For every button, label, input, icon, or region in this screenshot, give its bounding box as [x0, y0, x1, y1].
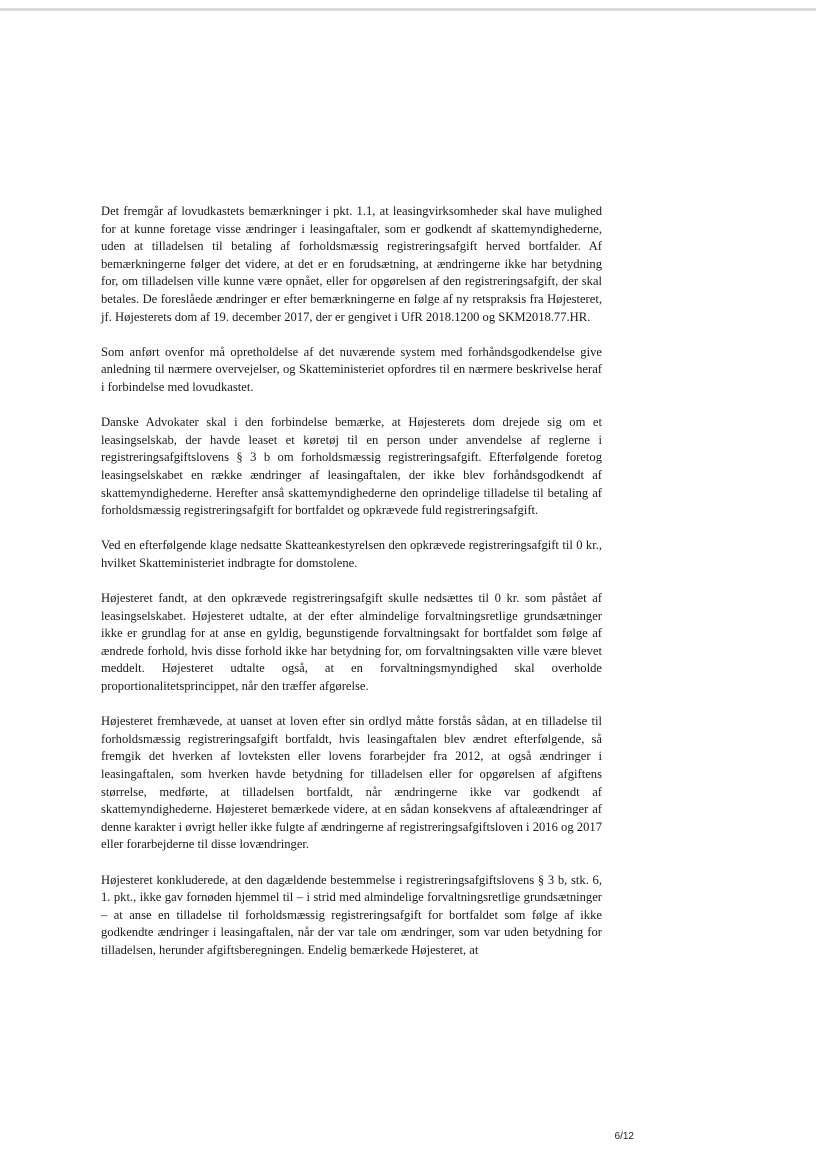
paragraph-appeal: Ved en efterfølgende klage nedsatte Skatteankestyrelsen den opkrævede registreringsafgift til 0 kr., hvilket Skatteministeriet indbragte for domstolene.	[101, 538, 602, 570]
top-divider	[0, 8, 816, 11]
document-body	[101, 203, 602, 960]
paragraph-bill-remarks: Det fremgår af lovudkastets bemærkninger i pkt. 1.1, at leasingvirksomheder skal have mulighed for at kunne foretage visse ændringer i leasingaftaler, som er godkendt af skattemyndighederne, uden at tilladelsen til betaling af forholdsmæssig registreringsafgift herved bortfalder. Af bemærkningerne følger det videre, at det er en forudsætning, at ændringerne ikke har betydning for, om tilladelsen ville kunne være opnået, eller for opgørelsen af den registreringsafgift, der skal betales. De foreslåede ændringer er efter bemærkningerne en følge af ny retspraksis fra Højesteret, jf. Højesterets dom af 19. december 2017, der er gengivet i UfR 2018.1200 og SKM2018.77.HR.	[101, 204, 602, 324]
paragraph-preapproval-system: Som anført ovenfor må opretholdelse af det nuværende system med forhåndsgodkendelse give anledning til nærmere overvejelser, og Skatteministeriet opfordres til en nærmere beskrivelse heraf i forbindelse med lovudkastet.	[101, 344, 602, 394]
paragraph-court-finding: Højesteret fandt, at den opkrævede registreringsafgift skulle nedsættes til 0 kr. som påstået af leasingselskabet. Højesteret udtalte, at der efter almindelige forvaltningsretlige grundsætninger ikke er grundlag for at anse en gyldig, begunstigende forvaltningsakt for bortfaldet som følge af ændrede forhold, hvis disse forhold ikke har betydning for, om forvaltningsakten ville være blevet meddelt. Højesteret udtalte også, at en forvaltningsmyndighed skal overholde proportionalitetsprincippet, når den træffer afgørelse.	[101, 591, 602, 694]
paragraph-court-conclusion: Højesteret konkluderede, at den dagældende bestemmelse i registreringsafgiftslovens § 3 b, stk. 6, 1. pkt., ikke gav fornøden hjemmel til – i strid med almindelige forvaltningsretlige grundsætninger – at anse en tilladelse til forholdsmæssig registreringsafgift for bortfaldet som følge af ikke godkendte ændringer i leasingaftalen, når der var tale om ændringer, som var uden betydning for tilladelsen, herunder afgiftsberegningen. Endelig bemærkede Højesteret, at	[101, 872, 602, 957]
paragraph-court-emphasis: Højesteret fremhævede, at uanset at loven efter sin ordlyd måtte forstås sådan, at en tilladelse til forholdsmæssig registreringsafgift bortfaldt, hvis leasingaftalen blev ændret efterfølgende, så fremgik det hverken af lovteksten eller lovens forarbejder fra 2012, at også ændringer i leasingaftalen, som hverken havde betydning for tilladelsen eller for opgørelsen af afgiftens størrelse, medførte, at tilladelsen bortfaldt, når ændringerne ikke var godkendt af skattemyndighederne. Højesteret bemærkede videre, at en sådan konsekvens af aftaleændringer af denne karakter i øvrigt heller ikke fulgte af ændringerne af registreringsafgiftsloven i 2016 og 2017 eller forarbejderne til disse lovændringer.	[101, 714, 602, 852]
page-number: 6/12	[614, 1131, 634, 1142]
paragraph-supreme-court-case: Danske Advokater skal i den forbindelse bemærke, at Højesterets dom drejede sig om et leasingselskab, der havde leaset et køretøj til en person under anvendelse af reglerne i registreringsafgiftslovens § 3 b om forholdsmæssig registreringsafgift. Efterfølgende foretog leasingselskabet en række ændringer af leasingaftalen, der ikke blev forhåndsgodkendt af skattemyndighederne. Herefter anså skattemyndighederne den oprindelige tilladelse til betaling af forholdsmæssig registreringsafgift for bortfaldet og opkrævede fuld registreringsafgift.	[101, 415, 602, 518]
